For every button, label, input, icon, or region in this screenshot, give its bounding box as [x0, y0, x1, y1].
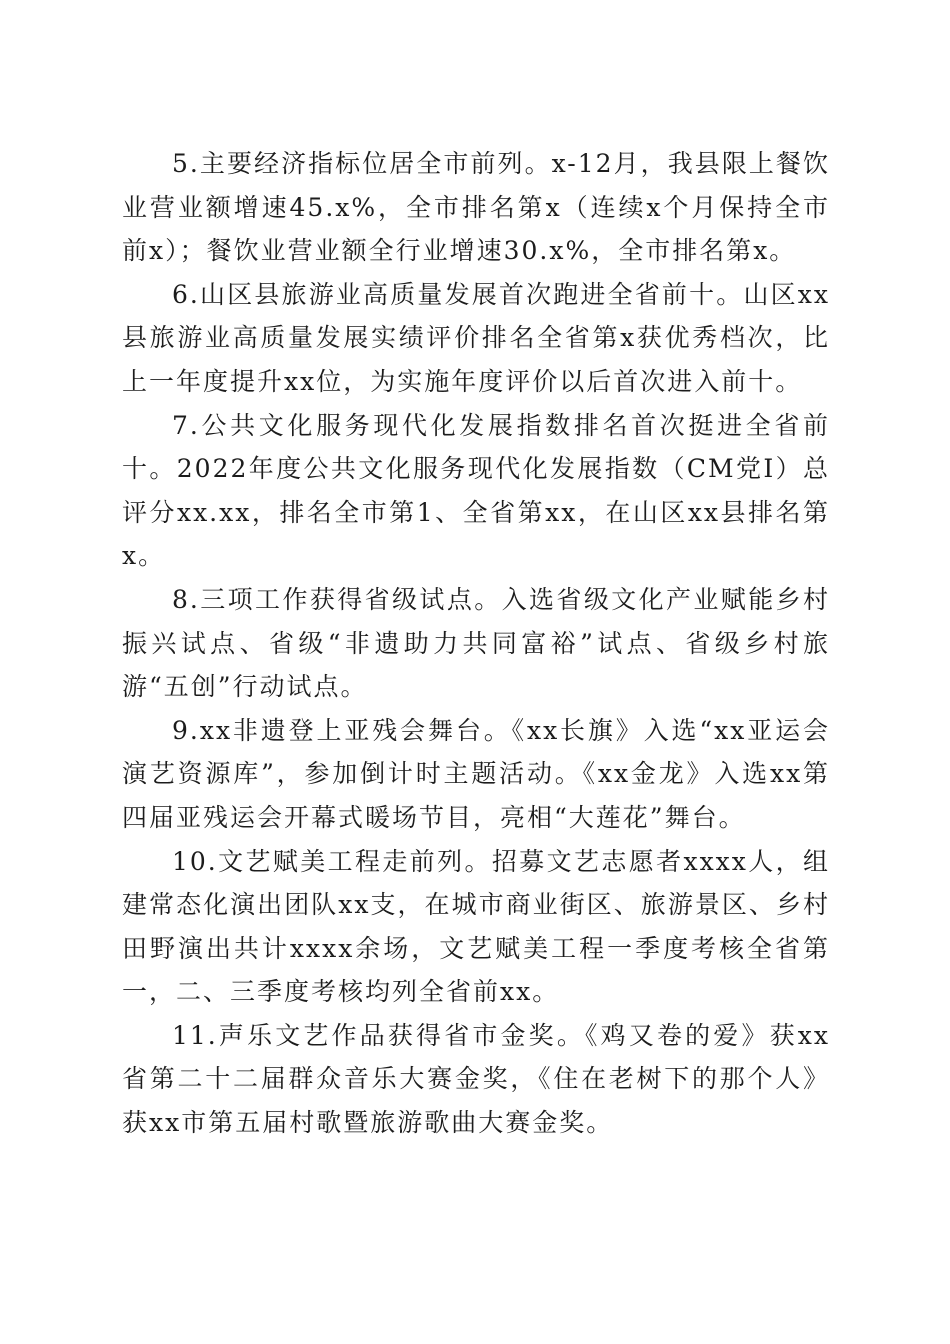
paragraph-item-11: 11.声乐文艺作品获得省市金奖。《鸡又卷的爱》获xx省第二十二届群众音乐大赛金奖，《住在老树下的那个人》获xx市第五届村歌暨旅游歌曲大赛金奖。 [122, 1020, 830, 1138]
paragraph-item-6: 6.山区县旅游业高质量发展首次跑进全省前十。山区xx县旅游业高质量发展实绩评价排名全省第x获优秀档次，比上一年度提升xx位，为实施年度评价以后首次进入前十。 [122, 279, 830, 396]
paragraph-item-10: 10.文艺赋美工程走前列。招募文艺志愿者xxxx人，组建常态化演出团队xx支，在城市商业街区、旅游景区、乡村田野演出共计xxxx余场，文艺赋美工程一季度考核全省第一，二、三季度考核均列全省前xx。 [122, 846, 830, 1007]
paragraph-item-9: 9.xx非遗登上亚残会舞台。《xx长旗》入选“xx亚运会演艺资源库”，参加倒计时主题活动。《xx金龙》入选xx第四届亚残运会开幕式暖场节目，亮相“大莲花”舞台。 [122, 715, 830, 832]
document-body [122, 142, 830, 1145]
paragraph-item-7: 7.公共文化服务现代化发展指数排名首次挺进全省前十。2022年度公共文化服务现代化发展指数（CM党I）总评分xx.xx，排名全市第1、全省第xx，在山区xx县排名第x。 [122, 410, 830, 571]
paragraph-item-5: 5.主要经济指标位居全市前列。x-12月，我县限上餐饮业营业额增速45.x%，全市排名第x（连续x个月保持全市前x）；餐饮业营业额全行业增速30.x%，全市排名第x。 [122, 149, 830, 266]
paragraph-item-8: 8.三项工作获得省级试点。入选省级文化产业赋能乡村振兴试点、省级“非遗助力共同富裕”试点、省级乡村旅游“五创”行动试点。 [122, 584, 830, 702]
